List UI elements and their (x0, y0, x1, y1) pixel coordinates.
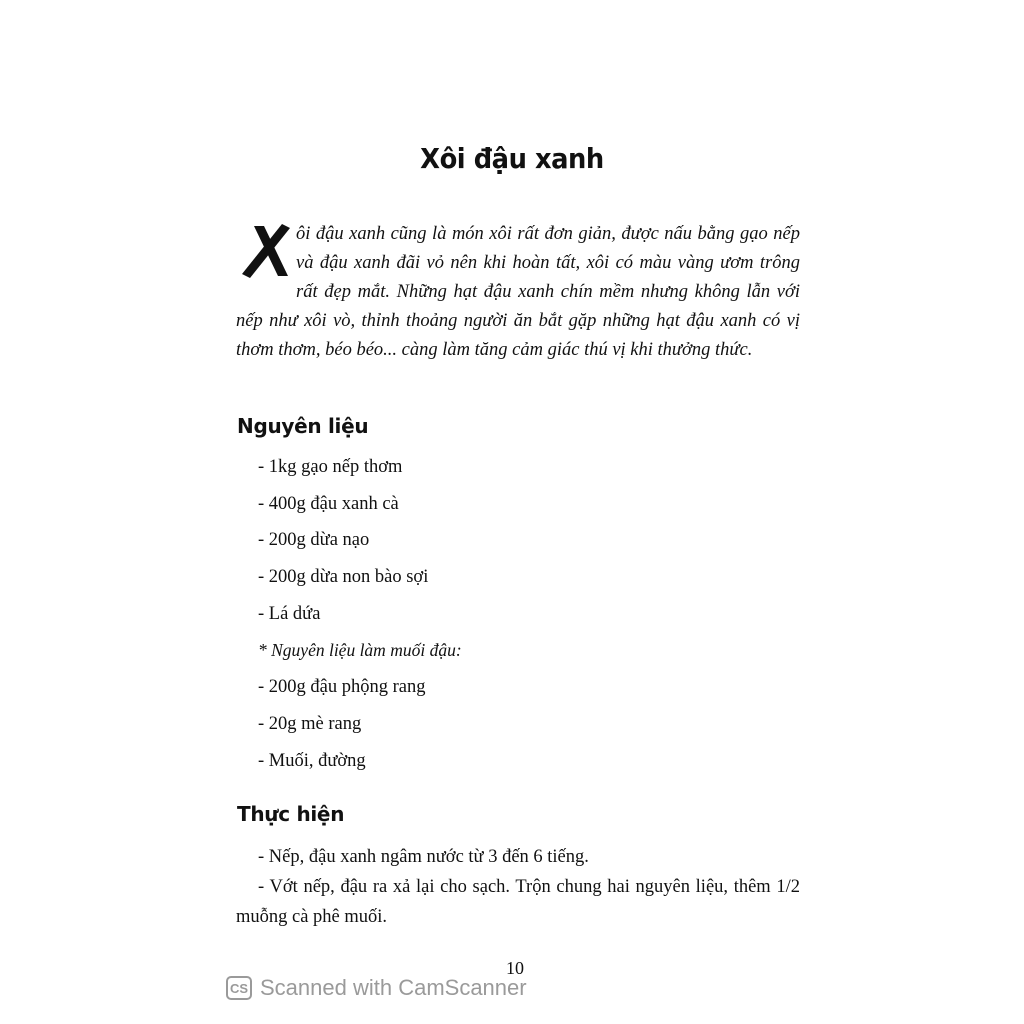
step-item: - Nếp, đậu xanh ngâm nước từ 3 đến 6 tiếng. (258, 847, 589, 867)
ingredient-item: - Muối, đường (258, 750, 366, 771)
ingredient-item: - 200g dừa non bào sợi (258, 567, 429, 588)
dropcap-x (236, 222, 294, 280)
ingredient-item: - Lá dứa (258, 603, 321, 624)
intro-text: ôi đậu xanh cũng là món xôi rất đơn giản, được nấu bằng gạo nếp và đậu xanh đãi vỏ nên khi hoàn tất, xôi có màu vàng ươm trông rất đẹp mắt. Những hạt đậu xanh chín mềm nhưng không lẫn với nếp như xôi vò, thỉnh thoảng người ăn bắt gặp những hạt đậu xanh có vị thơm thơm, béo béo... càng làm tăng cảm giác thú vị khi thưởng thức. (236, 224, 800, 360)
page-number: 10 (506, 958, 524, 978)
watermark-text: Scanned with CamScanner (260, 975, 527, 1000)
ingredient-item: - 20g mè rang (258, 713, 362, 734)
intro-paragraph (236, 220, 800, 365)
camscanner-logo-icon: CS (226, 976, 252, 1000)
ingredient-item: - 200g đậu phộng rang (258, 677, 426, 698)
step-item: - Vớt nếp, đậu ra xả lại cho sạch. Trộn chung hai nguyên liệu, thêm 1/2 muỗng cà phê muối. (236, 877, 800, 927)
ingredients-list (258, 452, 462, 782)
steps-list (236, 842, 800, 932)
ingredients-heading: Nguyên liệu (237, 414, 369, 438)
ingredient-item: - 200g dừa nạo (258, 530, 370, 551)
recipe-title: Xôi đậu xanh (420, 142, 604, 175)
steps-heading: Thực hiện (237, 802, 345, 826)
ingredient-item: - 1kg gạo nếp thơm (258, 457, 403, 477)
ingredient-subheading: * Nguyên liệu làm muối đậu: (258, 640, 462, 661)
dropcap-x-glyph (236, 222, 294, 280)
ingredient-item: - 400g đậu xanh cà (258, 493, 399, 514)
camscanner-watermark (226, 974, 527, 1002)
